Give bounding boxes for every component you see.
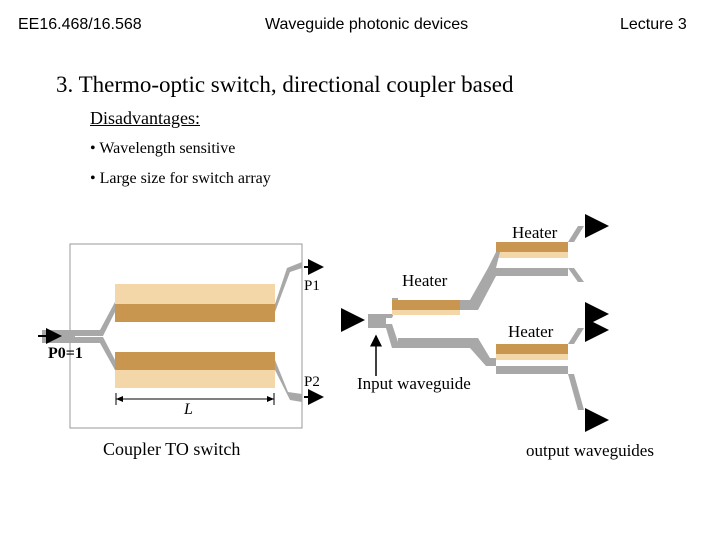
input-power-label: P0=1 xyxy=(48,345,83,362)
out4-guide xyxy=(568,374,584,410)
stage2-top-upper-guide xyxy=(488,252,500,268)
out2-guide xyxy=(568,268,584,282)
stage2-bottom-lower-guide xyxy=(496,366,568,374)
stage1-lower-branch xyxy=(386,324,398,348)
stage2-top-heater-base xyxy=(496,252,568,258)
stage1-upper-out xyxy=(460,268,496,310)
coupler-heater-upper xyxy=(115,284,275,304)
stage1-heater-base xyxy=(392,310,460,315)
course-code: EE16.468/16.568 xyxy=(18,16,142,33)
output-upper-label: P1 xyxy=(304,278,320,294)
array-input-waveguide xyxy=(368,314,386,328)
out3-guide xyxy=(568,328,584,344)
stage2-bottom-heater-base xyxy=(496,354,568,360)
slide-title: 3. Thermo-optic switch, directional coupler based xyxy=(56,72,514,97)
coupler-caption: Coupler TO switch xyxy=(103,439,241,459)
lecture-number: Lecture 3 xyxy=(620,16,687,33)
coupler-heater-lower xyxy=(115,352,275,370)
stage1-lower-guide xyxy=(398,338,460,348)
heater-label-bottom: Heater xyxy=(508,322,554,341)
stage1-heater xyxy=(392,300,460,310)
heater-label-stage1: Heater xyxy=(402,271,448,290)
out1-guide xyxy=(568,226,584,242)
disadvantages-heading: Disadvantages: xyxy=(90,108,200,128)
input-waveguide-label: Input waveguide xyxy=(357,374,471,393)
bullet-wavelength: • Wavelength sensitive xyxy=(90,140,236,157)
stage1-lower-out xyxy=(460,338,496,366)
coupler-heater-lower-base xyxy=(115,370,275,388)
bullet-size: • Large size for switch array xyxy=(90,170,271,187)
stage2-top-heater xyxy=(496,242,568,252)
stage2-bottom-heater xyxy=(496,344,568,354)
stage2-top-lower-guide xyxy=(496,268,568,276)
output-lower-label: P2 xyxy=(304,374,320,390)
heater-label-top: Heater xyxy=(512,223,558,242)
output-waveguides-label: output waveguides xyxy=(526,441,654,460)
coupler-heater-upper-core xyxy=(115,304,275,322)
slide-topic: Waveguide photonic devices xyxy=(265,16,469,33)
length-label: L xyxy=(184,401,193,418)
